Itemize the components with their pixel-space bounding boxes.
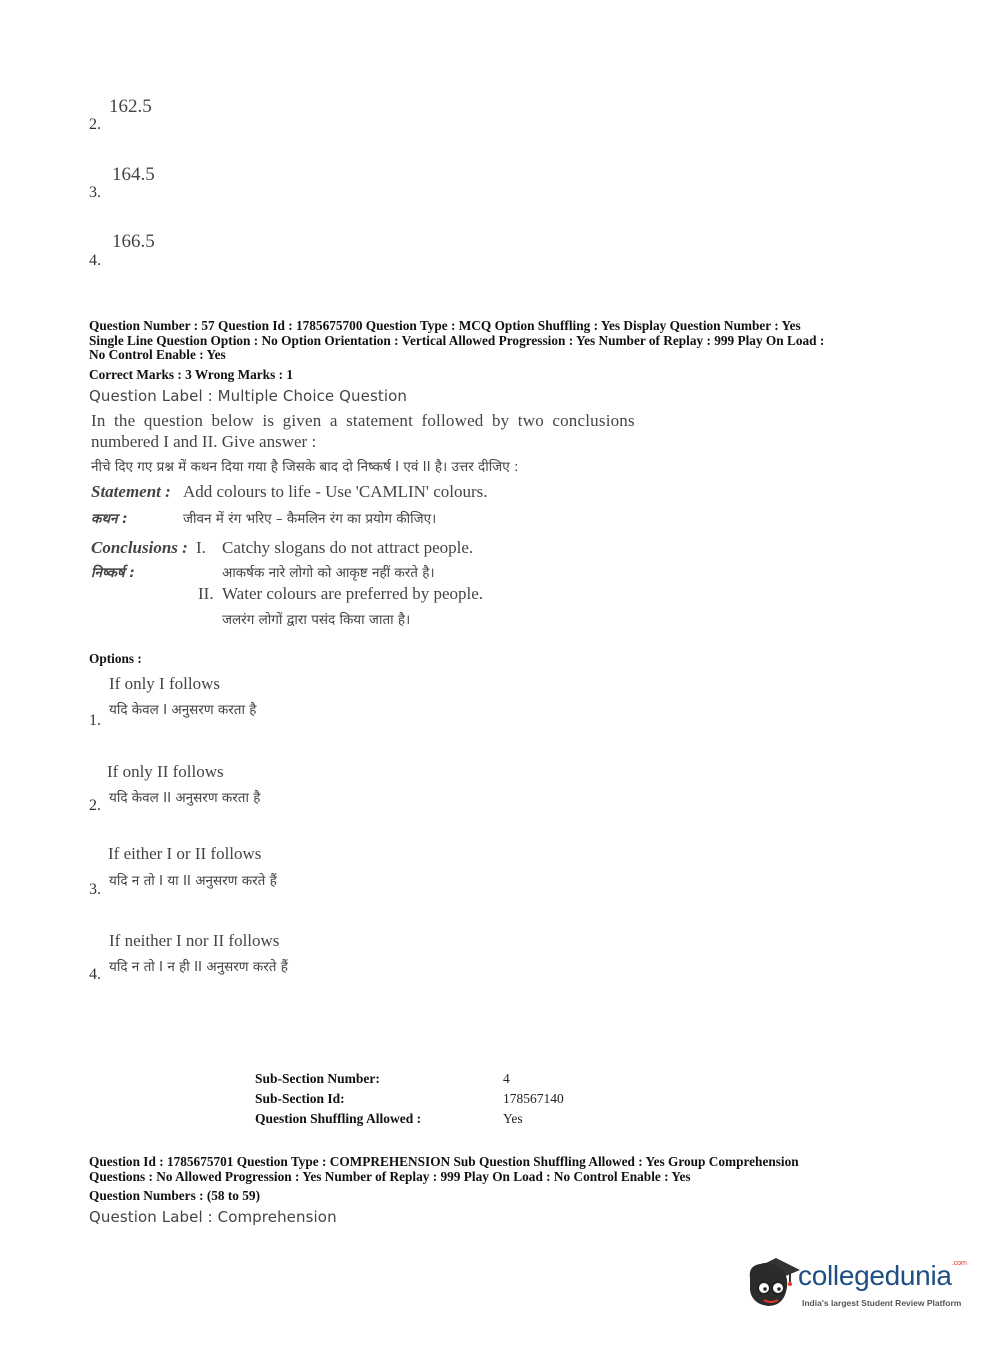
comprehension-meta xyxy=(89,1155,919,1184)
question-meta-line: No Control Enable : Yes xyxy=(89,347,226,362)
conclusions-label: Conclusions : xyxy=(91,538,188,557)
question-meta xyxy=(89,319,919,363)
prev-option-value: 166.5 xyxy=(112,231,155,252)
option-text: If only I follows xyxy=(109,674,220,693)
instruction-en: In the question below is given a statement followed by two conclusions xyxy=(91,411,635,430)
question-meta-line: Question Number : 57 Question Id : 1785675700 Question Type : MCQ Option Shuffling : Yes Display Question Number : Yes xyxy=(89,318,801,333)
options-heading: Options : xyxy=(89,651,142,666)
statement-text-hi: जीवन में रंग भरिए – कैमलिन रंग का प्रयोग कीजिए। xyxy=(183,511,437,527)
conclusion-number: I. xyxy=(196,538,206,557)
logo-suffix: .com xyxy=(951,1260,967,1267)
mascot-icon xyxy=(742,1248,802,1312)
option-text-hi: यदि न तो I न ही II अनुसरण करते हैं xyxy=(109,959,288,975)
subsection-shuffle-label: Question Shuffling Allowed : xyxy=(255,1111,422,1126)
option-number: 3. xyxy=(89,881,101,898)
option-text: If either I or II follows xyxy=(108,844,262,863)
prev-option-number: 4. xyxy=(89,252,101,269)
conclusions-label-hi: निष्कर्ष : xyxy=(91,565,135,581)
subsection-number-label: Sub-Section Number: xyxy=(255,1071,380,1086)
option-text: If neither I nor II follows xyxy=(109,931,280,950)
statement-text: Add colours to life - Use 'CAMLIN' colours. xyxy=(183,482,488,501)
subsection-shuffle-value: Yes xyxy=(503,1111,523,1126)
option-text-hi: यदि केवल II अनुसरण करता है xyxy=(109,790,261,806)
option-text: If only II follows xyxy=(107,762,224,781)
collegedunia-logo xyxy=(742,1248,967,1320)
statement-label-hi: कथन : xyxy=(91,511,128,527)
question-meta-line: Question Id : 1785675701 Question Type : COMPREHENSION Sub Question Shuffling Allowed : Yes Group Comprehension xyxy=(89,1154,799,1169)
question-meta-line: Single Line Question Option : No Option Orientation : Vertical Allowed Progression : Yes Number of Replay : 999 Play On Load : xyxy=(89,332,825,348)
option-text-hi: यदि न तो I या II अनुसरण करते हैं xyxy=(109,873,277,889)
option-number: 2. xyxy=(89,797,101,814)
question-label: Question Label : Multiple Choice Question xyxy=(89,387,408,405)
subsection-id-label: Sub-Section Id: xyxy=(255,1091,345,1106)
prev-option-value: 164.5 xyxy=(112,164,155,185)
question-label: Question Label : Comprehension xyxy=(89,1208,337,1226)
conclusion-text: Water colours are preferred by people. xyxy=(222,584,484,603)
prev-option-number: 2. xyxy=(89,116,101,133)
option-number: 4. xyxy=(89,966,101,983)
conclusion-text-hi: आकर्षक नारे लोगो को आकृष्ट नहीं करते है। xyxy=(222,565,435,581)
statement-label: Statement : xyxy=(91,482,171,501)
instruction-hi: नीचे दिए गए प्रश्न में कथन दिया गया है जिसके बाद दो निष्कर्ष I एवं II है। उत्तर दीजिए : xyxy=(91,459,519,475)
instruction-en: numbered I and II. Give answer : xyxy=(91,432,317,451)
subsection-id-value: 178567140 xyxy=(503,1091,564,1106)
conclusion-number: II. xyxy=(198,584,214,603)
subsection-number-value: 4 xyxy=(503,1071,510,1086)
logo-wordmark: collegedunia xyxy=(798,1260,952,1291)
option-text-hi: यदि केवल I अनुसरण करता है xyxy=(109,702,257,718)
logo-tagline: India's largest Student Review Platform xyxy=(802,1298,962,1308)
question-numbers: Question Numbers : (58 to 59) xyxy=(89,1188,261,1203)
conclusion-text-hi: जलरंग लोगों द्वारा पसंद किया जाता है। xyxy=(222,612,411,628)
question-meta-line: Questions : No Allowed Progression : Yes Number of Replay : 999 Play On Load : No Control Enable : Yes xyxy=(89,1168,691,1184)
prev-option-value: 162.5 xyxy=(109,96,152,117)
conclusion-text: Catchy slogans do not attract people. xyxy=(222,538,474,557)
option-number: 1. xyxy=(89,712,101,729)
question-marks: Correct Marks : 3 Wrong Marks : 1 xyxy=(89,367,293,382)
prev-option-number: 3. xyxy=(89,184,101,201)
